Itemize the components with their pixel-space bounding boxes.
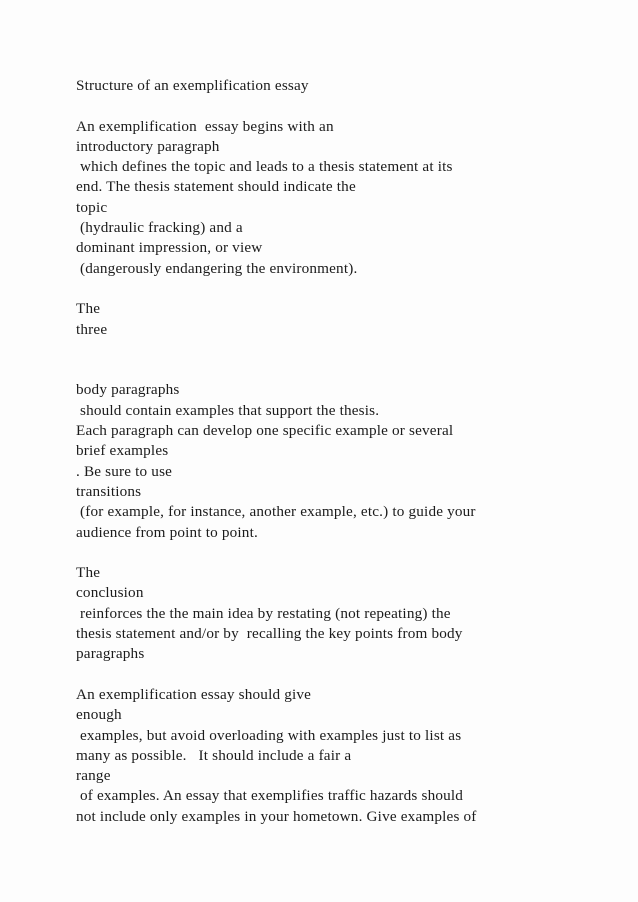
- text-line: . Be sure to use: [76, 462, 173, 480]
- text-line: reinforces the the main idea by restating (not repeating) the: [76, 604, 451, 622]
- title-paragraph: [76, 76, 568, 96]
- document-title: Structure of an exemplification essay: [76, 77, 309, 94]
- text-line: which defines the topic and leads to a thesis statement at its: [76, 158, 453, 176]
- text-line: audience from point to point.: [76, 523, 258, 541]
- text-line: many as possible. It should include a fair a: [76, 746, 352, 764]
- text-line: (hydraulic fracking) and a: [76, 219, 243, 237]
- text-line: conclusion: [76, 584, 144, 602]
- text-line: introductory paragraph: [76, 137, 220, 155]
- text-line: An exemplification essay should give: [76, 685, 312, 703]
- text-line: topic: [76, 198, 108, 216]
- document-text-body: [76, 76, 568, 827]
- introductory-paragraph: [76, 117, 568, 279]
- enough-examples-paragraph: [76, 685, 568, 827]
- text-line: end. The thesis statement should indicate the: [76, 178, 356, 196]
- text-line: brief examples: [76, 442, 169, 460]
- text-line: paragraphs: [76, 645, 145, 663]
- text-line: body paragraphs: [76, 381, 180, 399]
- body-paragraphs-paragraph: [76, 380, 568, 542]
- text-line: (for example, for instance, another example, etc.) to guide your: [76, 503, 476, 521]
- text-line: transitions: [76, 482, 142, 500]
- text-line: The: [76, 564, 101, 582]
- text-line: (dangerously endangering the environment).: [76, 259, 358, 277]
- text-line: The: [76, 300, 101, 318]
- blank-line: [76, 340, 568, 360]
- text-line: three: [76, 320, 108, 338]
- text-line: examples, but avoid overloading with examples just to list as: [76, 726, 462, 744]
- text-line: thesis statement and/or by recalling the key points from body: [76, 625, 463, 643]
- text-line: dominant impression, or view: [76, 239, 263, 257]
- text-line: not include only examples in your hometown. Give examples of: [76, 807, 477, 825]
- text-line: should contain examples that support the thesis.: [76, 401, 380, 419]
- text-line: Each paragraph can develop one specific example or several: [76, 422, 454, 440]
- text-line: range: [76, 767, 111, 785]
- three-body-paragraphs-lead: [76, 299, 568, 360]
- text-line: of examples. An essay that exemplifies traffic hazards should: [76, 787, 464, 805]
- conclusion-paragraph: [76, 563, 568, 664]
- text-line: enough: [76, 706, 122, 724]
- text-line: An exemplification essay begins with an: [76, 117, 334, 135]
